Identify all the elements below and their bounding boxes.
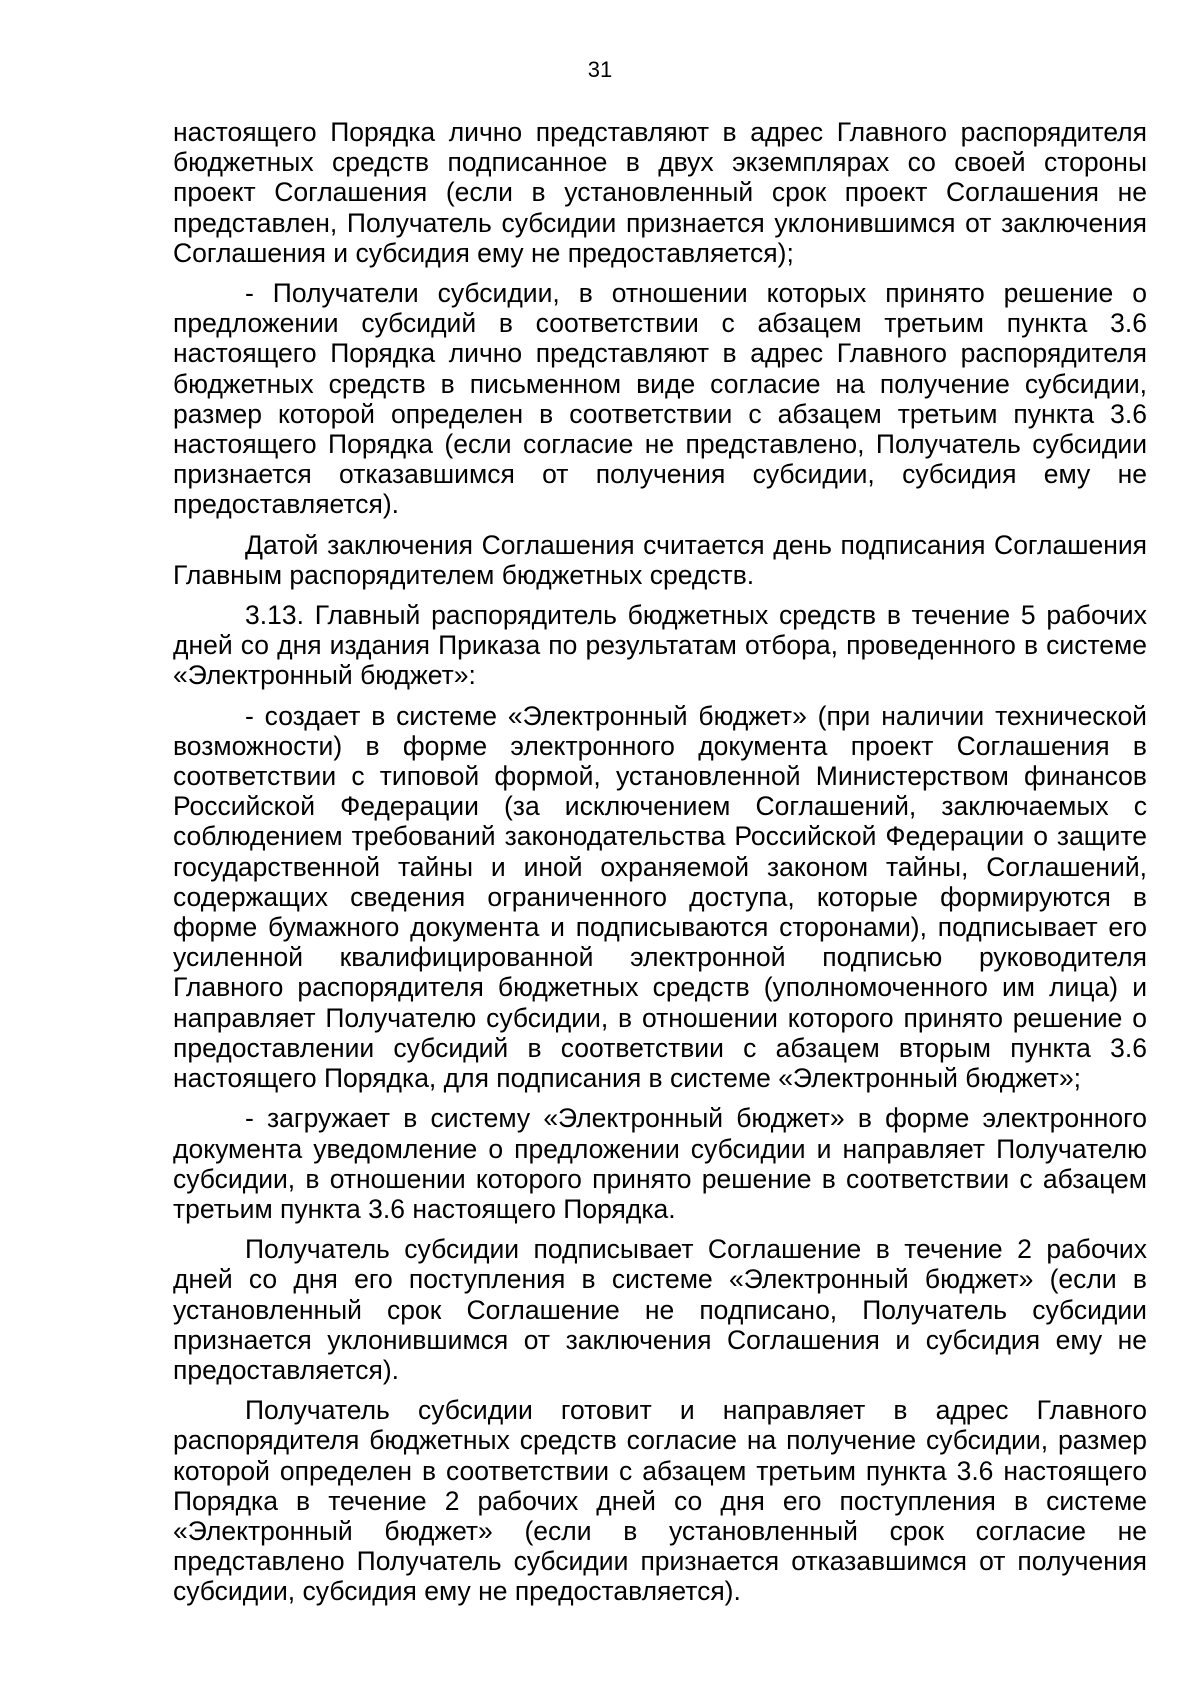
paragraph-section-3-13: 3.13. Главный распорядитель бюджетных средств в течение 5 рабочих дней со дня издания Приказа по результатам отбора, проведенного в системе «Электронный бюджет»: bbox=[173, 600, 1147, 691]
paragraph-recipient-signs: Получатель субсидии подписывает Соглашение в течение 2 рабочих дней со дня его поступления в системе «Электронный бюджет» (если в установленный срок Соглашение не подписано, Получатель субсидии признается уклонившимся от заключения Соглашения и субсидия ему не предоставляется). bbox=[173, 1234, 1147, 1385]
paragraph-recipient-consent: Получатель субсидии готовит и направляет в адрес Главного распорядителя бюджетных средств согласие на получение субсидии, размер которой определен в соответствии с абзацем третьим пункта 3.6 настоящего Порядка в течение 2 рабочих дней со дня его поступления в системе «Электронный бюджет» (если в установленный срок согласие не представлено Получатель субсидии признается отказавшимся от получения субсидии, субсидия ему не предоставляется). bbox=[173, 1395, 1147, 1607]
paragraph-continuation: настоящего Порядка лично представляют в адрес Главного распорядителя бюджетных средств подписанное в двух экземплярах со своей стороны проект Соглашения (если в установленный срок проект Соглашения не представлен, Получатель субсидии признается уклонившимся от заключения Соглашения и субсидия ему не предоставляется); bbox=[173, 117, 1147, 268]
paragraph-consent-submission: - Получатели субсидии, в отношении которых принято решение о предложении субсидий в соответствии с абзацем третьим пункта 3.6 настоящего Порядка лично представляют в адрес Главного распорядителя бюджетных средств в письменном виде согласие на получение субсидии, размер которой определен в соответствии с абзацем третьим пункта 3.6 настоящего Порядка (если согласие не представлено, Получатель субсидии признается отказавшимся от получения субсидии, субсидия ему не предоставляется). bbox=[173, 278, 1147, 520]
document-body bbox=[173, 117, 1147, 1617]
paragraph-uploads-notice: - загружает в систему «Электронный бюджет» в форме электронного документа уведомление о предложении субсидии и направляет Получателю субсидии, в отношении которого принято решение в соответствии с абзацем третьим пункта 3.6 настоящего Порядка. bbox=[173, 1103, 1147, 1224]
page-number: 31 bbox=[587, 57, 613, 82]
paragraph-creates-draft: - создает в системе «Электронный бюджет» (при наличии технической возможности) в форме электронного документа проект Соглашения в соответствии с типовой формой, установленной Министерством финансов Российской Федерации (за исключением Соглашений, заключаемых с соблюдением требований законодательства Российской Федерации о защите государственной тайны и иной охраняемой законом тайны, Соглашений, содержащих сведения ограниченного доступа, которые формируются в форме бумажного документа и подписываются сторонами), подписывает его усиленной квалифицированной электронной подписью руководителя Главного распорядителя бюджетных средств (уполномоченного им лица) и направляет Получателю субсидии, в отношении которого принято решение о предоставлении субсидий в соответствии с абзацем вторым пункта 3.6 настоящего Порядка, для подписания в системе «Электронный бюджет»; bbox=[173, 700, 1147, 1094]
paragraph-agreement-date: Датой заключения Соглашения считается день подписания Соглашения Главным распорядителем бюджетных средств. bbox=[173, 529, 1147, 590]
